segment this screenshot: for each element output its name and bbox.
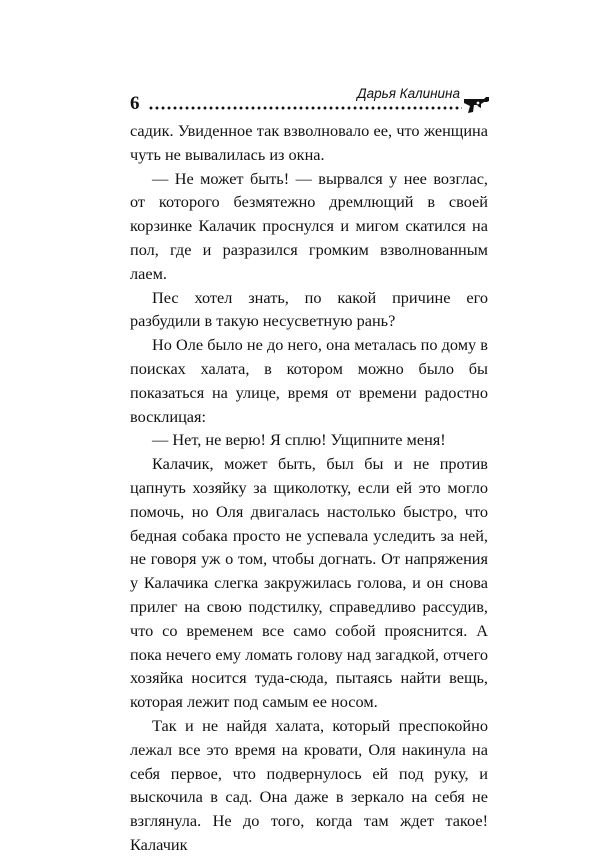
author-name: Дарья Калинина <box>357 86 460 101</box>
paragraph: Пес хотел знать, по какой причине его разбудили в такую несусветную рань? <box>130 287 488 331</box>
paragraph: Калачик, может быть, был бы и не против цапнуть хозяйку за щиколотку, если ей это могло помочь, но Оля двигалась настолько быстро, что бедная собака просто не успевала уследить за ней, не говоря уж о том, чтобы догнать. От напряжения у Калачика слегка закружилась голова, и он снова прилег на свою подстилку, справедливо рассудив, что со временем все само собой прояснится. А пока нечего ему ломать голову над загадкой, отчего хозяйка носится туда-сюда, пытаясь найти вещь, которая лежит под самым ее носом. <box>130 454 488 712</box>
paragraph: — Нет, не верю! Я сплю! Ущипните меня! <box>152 430 446 450</box>
paragraph: — Не может быть! — вырвался у нее возглас, от которого безмятежно дремлющий в своей корзинке Калачик проснулся и мигом скатился на пол, где и разразился громким взволнованным лаем. <box>130 168 488 283</box>
page-number: 6 <box>130 93 140 114</box>
dotted-leader <box>148 106 462 110</box>
page-text <box>130 119 488 857</box>
revolver-icon <box>462 96 492 114</box>
paragraph: Но Оле было не до него, она металась по дому в поисках халата, в котором можно было бы показаться на улице, время от времени радостно восклицая: <box>130 335 488 426</box>
running-header <box>130 86 492 116</box>
paragraph: садик. Увиденное так взволновало ее, что женщина чуть не вывалилась из окна. <box>130 121 488 164</box>
paragraph: Так и не найдя халата, который преспокойно лежал все это время на кровати, Оля накинула на себя первое, что подвернулось ей под руку, и выскочила в сад. Она даже в зеркало на себя не взглянула. Не до того, когда там ждет такое! Калачик <box>130 715 488 854</box>
